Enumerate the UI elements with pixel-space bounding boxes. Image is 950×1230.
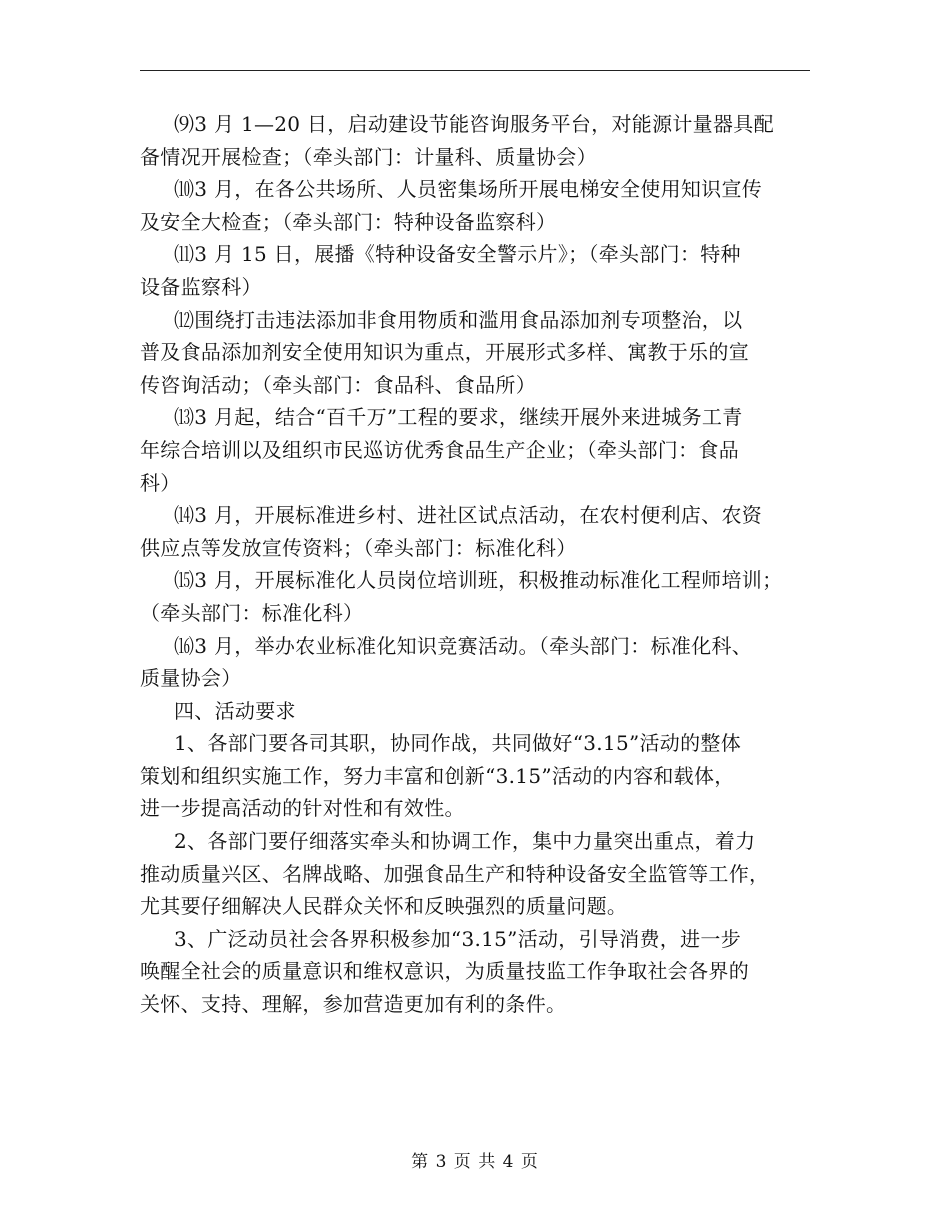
body-line: 1、各部门要各司其职，协同作战，共同做好“3.15”活动的整体 xyxy=(174,731,742,756)
body-line: 推动质量兴区、名牌战略、加强食品生产和特种设备安全监管等工作， xyxy=(140,861,770,886)
body-line: 普及食品添加剂安全使用知识为重点，开展形式多样、寓教于乐的宣 xyxy=(140,340,749,365)
header-rule xyxy=(140,70,810,71)
body-line: 传咨询活动；（牵头部门：食品科、食品所） xyxy=(140,372,536,397)
body-line: ⑼3 月 1—20 日，启动建设节能咨询服务平台，对能源计量器具配 xyxy=(174,112,774,136)
body-line: 设备监察科） xyxy=(140,274,262,299)
body-line: ⑿围绕打击违法添加非食用物质和滥用食品添加剂专项整治，以 xyxy=(174,307,743,332)
body-line: 及安全大检查；（牵头部门：特种设备监察科） xyxy=(140,209,557,234)
body-line: ⑽3 月，在各公共场所、人员密集场所开展电梯安全使用知识宣传 xyxy=(174,177,763,202)
body-line: 年综合培训以及组织市民巡访优秀食品生产企业；（牵头部门：食品 xyxy=(140,437,739,462)
body-line: ⒀3 月起，结合“百千万”工程的要求，继续开展外来进城务工青 xyxy=(174,405,743,430)
page-number: 第 3 页 共 4 页 xyxy=(411,1152,539,1172)
body-line: 尤其要仔细解决人民群众关怀和反映强烈的质量问题。 xyxy=(140,894,628,919)
body-line: 2、各部门要仔细落实牵头和协调工作，集中力量突出重点，着力 xyxy=(174,829,756,854)
body-line: ⒂3 月，开展标准化人员岗位培训班，积极推动标准化工程师培训； xyxy=(174,568,783,593)
body-line: 科） xyxy=(140,470,181,495)
body-line: 备情况开展检查；（牵头部门：计量科、质量协会） xyxy=(140,144,597,169)
body-line: ⒃3 月，举办农业标准化知识竞赛活动。（牵头部门：标准化科、 xyxy=(174,633,753,658)
body-line: （牵头部门：标准化科） xyxy=(140,600,364,625)
document-body xyxy=(140,108,822,1021)
body-line: ⑾3 月 15 日，展播《特种设备安全警示片》；（牵头部门：特种 xyxy=(174,242,741,267)
body-line: 唤醒全社会的质量意识和维权意识，为质量技监工作争取社会各界的 xyxy=(140,959,749,984)
body-line: 策划和组织实施工作，努力丰富和创新“3.15”活动的内容和载体， xyxy=(140,763,735,788)
body-line: 质量协会） xyxy=(140,666,242,691)
body-line: ⒁3 月，开展标准进乡村、进社区试点活动，在农村便利店、农资 xyxy=(174,503,763,528)
body-line: 进一步提高活动的针对性和有效性。 xyxy=(140,796,465,821)
body-line: 关怀、支持、理解，参加营造更加有利的条件。 xyxy=(140,992,567,1017)
body-line: 供应点等发放宣传资料；（牵头部门：标准化科） xyxy=(140,535,577,560)
section-heading: 四、活动要求 xyxy=(174,698,296,723)
body-line: 3、广泛动员社会各界积极参加“3.15”活动，引导消费，进一步 xyxy=(174,926,742,951)
